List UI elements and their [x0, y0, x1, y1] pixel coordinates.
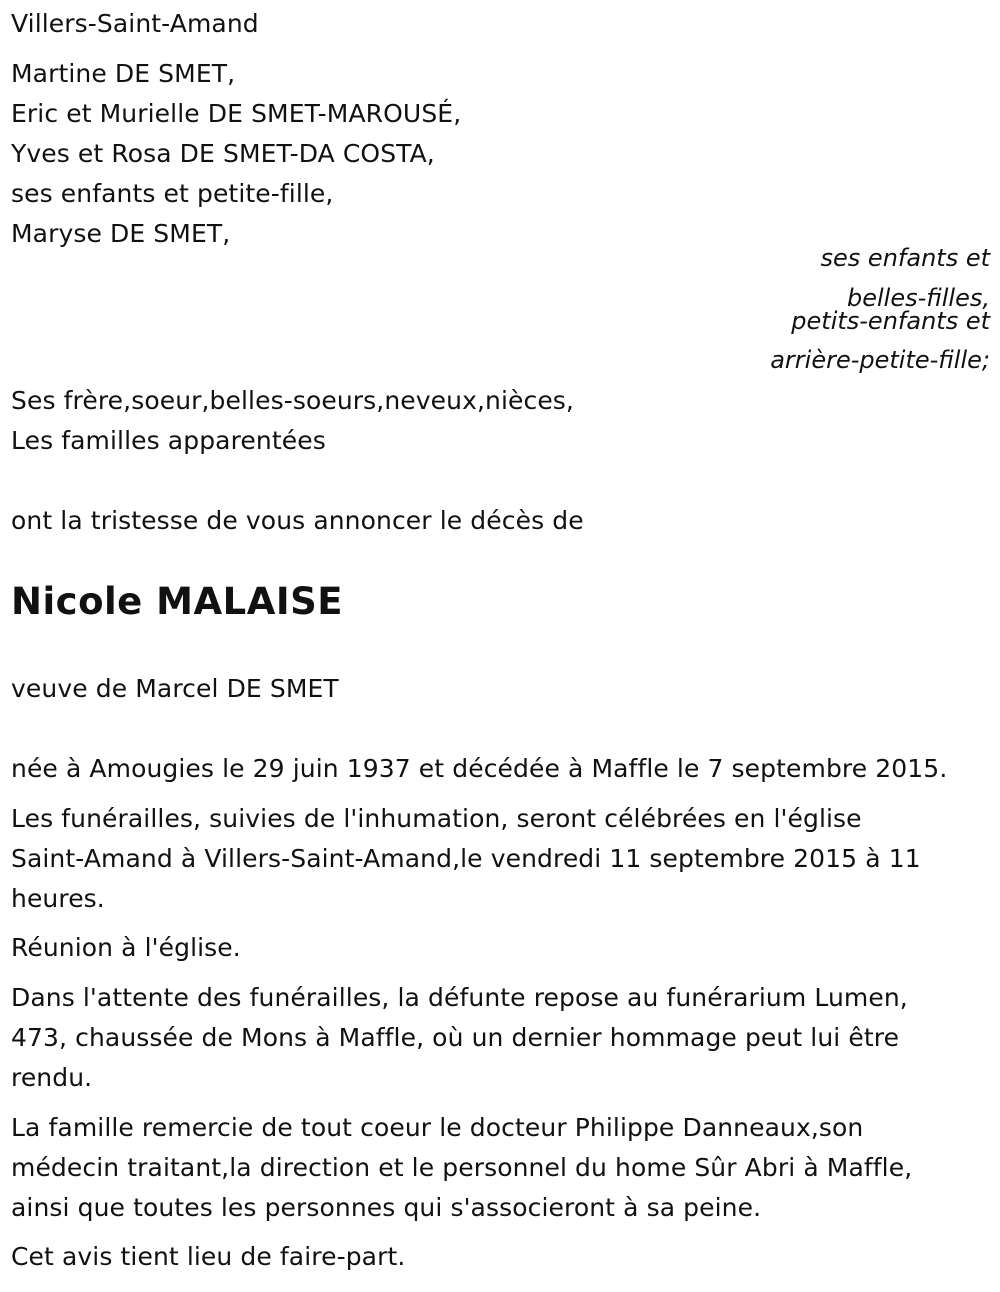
repose-line: Dans l'attente des funérailles, la défunte repose au funérarium Lumen,: [11, 983, 908, 1012]
repose-line: 473, chaussée de Mons à Maffle, où un dernier hommage peut lui être: [11, 1023, 900, 1052]
birth-death: née à Amougies le 29 juin 1937 et décédée à Maffle le 7 septembre 2015.: [11, 754, 948, 783]
location: Villers-Saint-Amand: [11, 9, 259, 38]
funeral-line: heures.: [11, 884, 105, 913]
meeting: Réunion à l'église.: [11, 933, 241, 962]
deceased-name: Nicole MALAISE: [11, 580, 344, 623]
family-line: Martine DE SMET,: [11, 59, 236, 88]
thanks-line: ainsi que toutes les personnes qui s'associeront à sa peine.: [11, 1193, 762, 1222]
relatives-line: Les familles apparentées: [11, 426, 326, 455]
funeral-line: Les funérailles, suivies de l'inhumation, seront célébrées en l'église: [11, 804, 862, 833]
family-line: Maryse DE SMET,: [11, 219, 231, 248]
announcement: ont la tristesse de vous annoncer le décès de: [11, 506, 584, 535]
relation-line: arrière-petite-fille;: [770, 346, 990, 374]
family-line: Eric et Murielle DE SMET-MAROUSÉ,: [11, 99, 462, 128]
closing: Cet avis tient lieu de faire-part.: [11, 1242, 406, 1271]
relation-line: ses enfants et: [820, 244, 990, 272]
thanks-line: La famille remercie de tout coeur le docteur Philippe Danneaux,son: [11, 1113, 864, 1142]
family-line: ses enfants et petite-fille,: [11, 179, 334, 208]
relatives-line: Ses frère,soeur,belles-soeurs,neveux,nièces,: [11, 386, 574, 415]
repose-line: rendu.: [11, 1063, 93, 1092]
funeral-line: Saint-Amand à Villers-Saint-Amand,le vendredi 11 septembre 2015 à 11: [11, 844, 921, 873]
widow-of: veuve de Marcel DE SMET: [11, 674, 339, 703]
relation-line: belles-filles,: [846, 284, 990, 312]
thanks-line: médecin traitant,la direction et le personnel du home Sûr Abri à Maffle,: [11, 1153, 913, 1182]
family-line: Yves et Rosa DE SMET-DA COSTA,: [11, 139, 435, 168]
relation-line: petits-enfants et: [791, 307, 990, 335]
